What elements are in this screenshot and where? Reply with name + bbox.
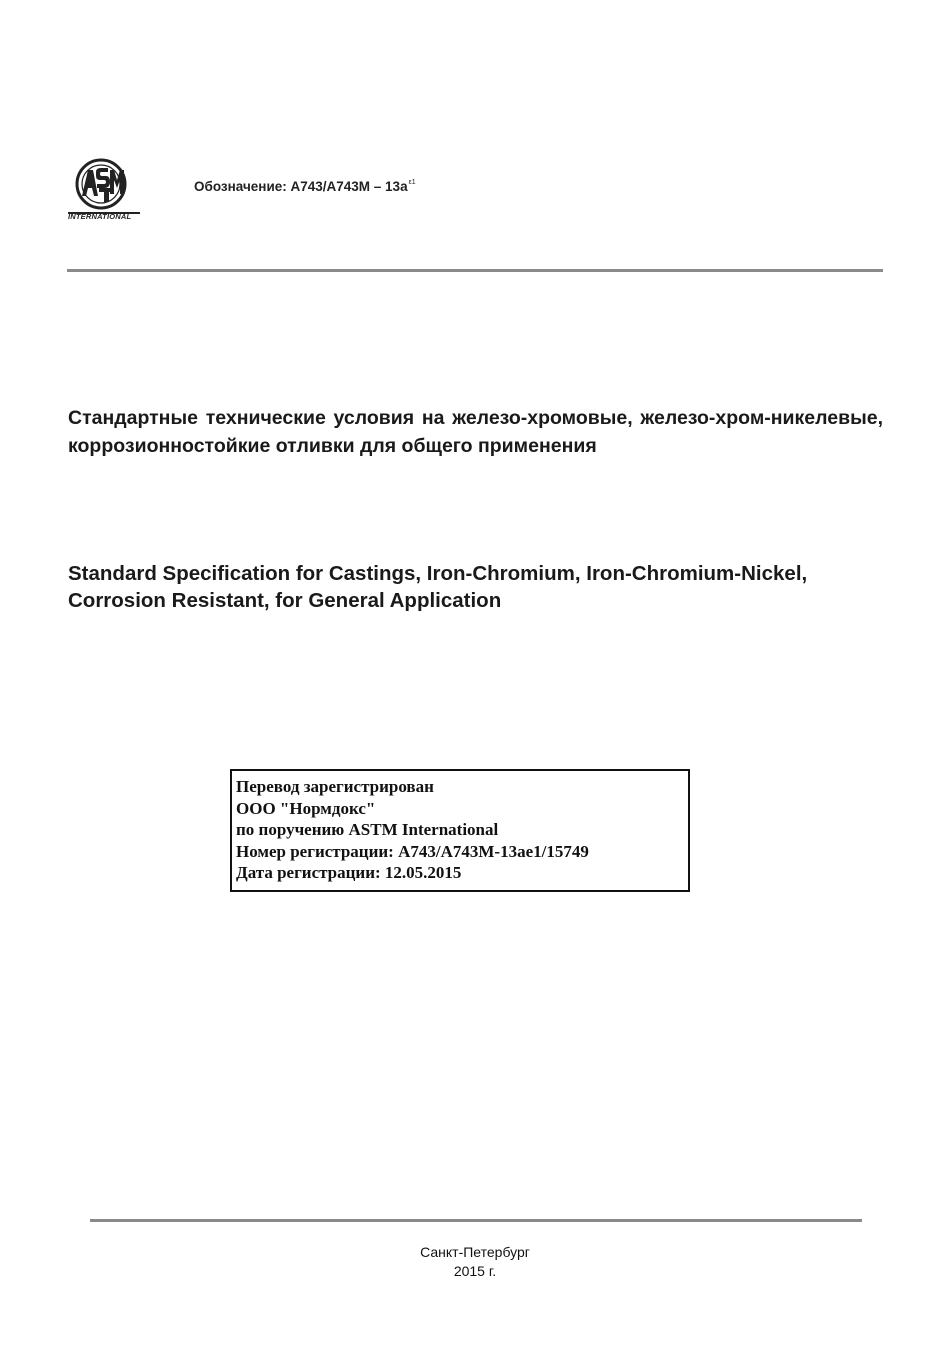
footer-city: Санкт-Петербург xyxy=(420,1244,530,1260)
registration-line: по поручению ASTM International xyxy=(236,820,499,840)
registration-date: Дата регистрации: 12.05.2015 xyxy=(236,863,462,883)
registration-line: Перевод зарегистрирован xyxy=(236,777,434,796)
title-russian: Стандартные технические условия на железо-хромовые, железо-хром-никелевые, коррозионностойкие отливки для общего применения xyxy=(68,407,883,457)
footer xyxy=(0,1243,950,1281)
astm-international-logo xyxy=(66,158,144,228)
title-english: Standard Specification for Castings, Iron-Chromium, Iron-Chromium-Nickel, Corrosion Resistant, for General Application xyxy=(68,562,808,612)
registration-line: ООО "Нормдокс" xyxy=(236,798,376,818)
logo-text: INTERNATIONAL xyxy=(68,212,132,221)
registration-box xyxy=(230,769,690,892)
document-designation xyxy=(194,179,416,194)
footer-divider xyxy=(90,1219,862,1222)
footer-year: 2015 г. xyxy=(453,1263,497,1279)
designation-label: Обозначение: A743/A743M – 13a xyxy=(194,179,408,194)
header-divider xyxy=(67,269,883,272)
designation-superscript: ε1 xyxy=(408,179,416,186)
registration-number: Номер регистрации: A743/A743M-13ae1/15749 xyxy=(236,841,589,861)
